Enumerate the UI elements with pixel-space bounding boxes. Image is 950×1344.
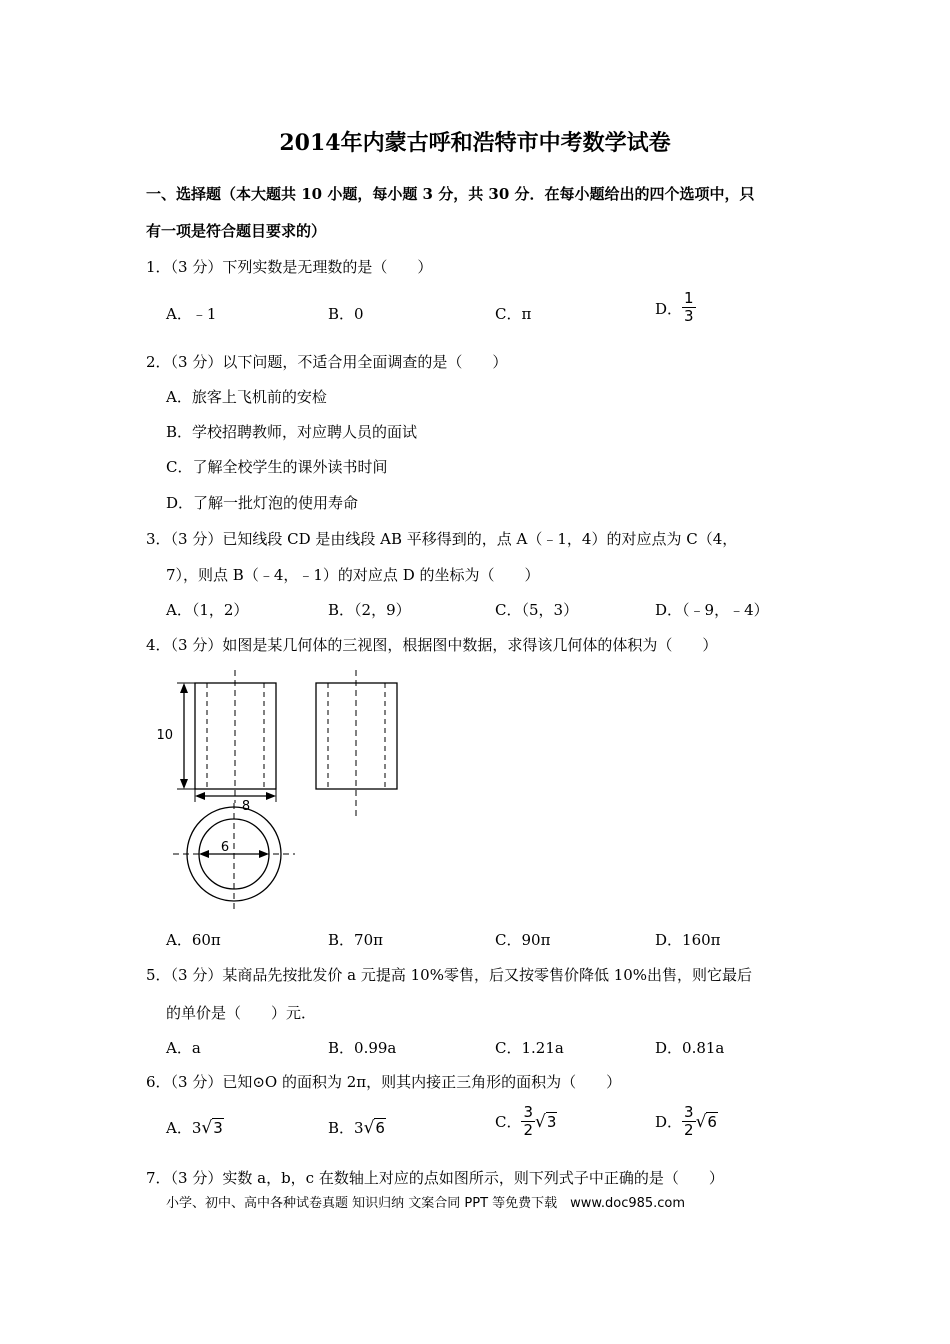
question-3-line2: 7），则点 B（﹣4，﹣1）的对应点 D 的坐标为（ ） <box>166 566 540 584</box>
q5-option-d: D．0.81a <box>655 1039 725 1057</box>
q1-option-b: B．0 <box>328 305 364 323</box>
q1-option-c: C．π <box>495 305 532 323</box>
q4-option-d: D．160π <box>655 931 721 949</box>
side-view <box>316 670 397 818</box>
fraction: $\frac{1}{3}$ <box>684 289 694 325</box>
question-2-stem: 2．（3 分）以下问题，不适合用全面调查的是（ ） <box>146 353 508 371</box>
q2-option-a: A．旅客上飞机前的安检 <box>166 388 327 406</box>
question-3-line1: 3．（3 分）已知线段 CD 是由线段 AB 平移得到的，点 A（﹣1，4）的对应点为 C（4， <box>146 530 738 548</box>
q4-option-a: A．60π <box>166 931 221 949</box>
square-root: √3 <box>535 1111 557 1132</box>
section-heading-line1: 一、选择题（本大题共 10 小题，每小题 3 分，共 30 分．在每小题给出的四个选项中，只 <box>146 185 755 203</box>
section-heading-line2: 有一项是符合题目要求的） <box>146 222 327 240</box>
q4-option-c: C．90π <box>495 931 551 949</box>
q2-option-d: D．了解一批灯泡的使用寿命 <box>166 494 359 512</box>
q6-option-d: D． $\frac{3}{2}$ √6 <box>655 1103 717 1139</box>
q2-option-b: B．学校招聘教师，对应聘人员的面试 <box>166 423 418 441</box>
top-view <box>173 803 295 910</box>
q3-option-b: B．（2，9） <box>328 601 411 619</box>
page-title: 2014年内蒙古呼和浩特市中考数学试卷 <box>279 130 671 156</box>
q1-option-a: A．﹣1 <box>166 305 217 323</box>
q5-option-c: C．1.21a <box>495 1039 564 1057</box>
question-7-stem: 7．（3 分）实数 a，b，c 在数轴上对应的点如图所示，则下列式子中正确的是（ ） <box>146 1169 724 1187</box>
square-root: √6 <box>695 1111 717 1132</box>
fraction: $\frac{3}{2}$ <box>684 1103 694 1139</box>
q3-option-a: A．（1，2） <box>166 601 249 619</box>
front-view <box>156 670 276 814</box>
q3-option-d: D．（﹣9，﹣4） <box>655 601 769 619</box>
footer-text: 小学、初中、高中各种试卷真题 知识归纳 文案合同 PPT 等免费下载 www.doc985.com <box>166 1196 686 1211</box>
q6-option-a: A．3√3 <box>166 1118 223 1138</box>
q6-option-b: B．3√6 <box>328 1118 385 1138</box>
height-label: 10 <box>156 728 173 743</box>
square-root: √3 <box>201 1118 223 1138</box>
q5-option-a: A．a <box>166 1039 201 1057</box>
q4-option-b: B．70π <box>328 931 383 949</box>
question-5-line1: 5．（3 分）某商品先按批发价 a 元提高 10%零售，后又按零售价降低 10%出售，则它最后 <box>146 966 753 984</box>
q3-option-c: C．（5，3） <box>495 601 579 619</box>
three-view-figure <box>155 668 415 918</box>
question-5-line2: 的单价是（ ）元． <box>166 1004 317 1022</box>
question-6-stem: 6．（3 分）已知⊙O 的面积为 2π，则其内接正三角形的面积为（ ） <box>146 1073 622 1091</box>
q5-option-b: B．0.99a <box>328 1039 397 1057</box>
q6-option-c: C． $\frac{3}{2}$ √3 <box>495 1103 557 1139</box>
square-root: √6 <box>363 1118 385 1138</box>
inner-diameter-label: 6 <box>220 840 230 855</box>
question-1-stem: 1．（3 分）下列实数是无理数的是（ ） <box>146 258 433 276</box>
q1-option-d: D． $\frac{1}{3}$ <box>655 289 694 325</box>
q2-option-c: C．了解全校学生的课外读书时间 <box>166 458 388 476</box>
question-4-stem: 4．（3 分）如图是某几何体的三视图，根据图中数据，求得该几何体的体积为（ ） <box>146 636 718 654</box>
fraction: $\frac{3}{2}$ <box>523 1103 534 1139</box>
width-label: 8 <box>241 799 251 814</box>
